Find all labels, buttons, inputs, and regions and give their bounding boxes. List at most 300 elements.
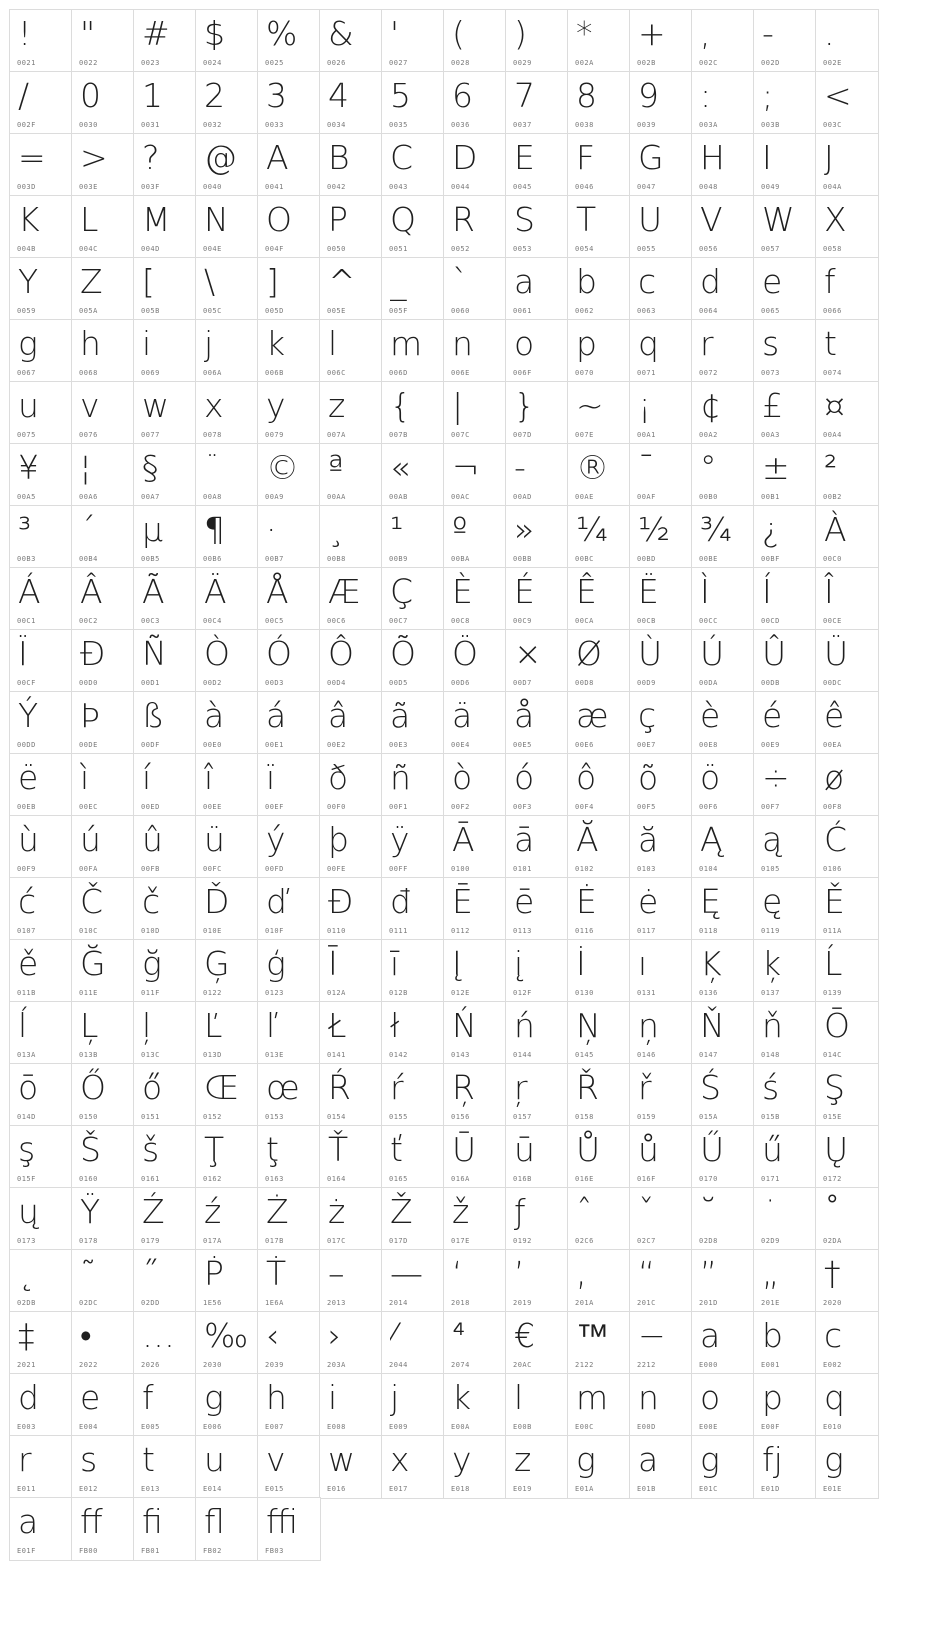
glyph-char: - bbox=[514, 448, 526, 487]
glyph-cell bbox=[443, 815, 507, 879]
glyph-cell bbox=[443, 9, 507, 73]
glyph-codepoint: 00A7 bbox=[141, 493, 160, 501]
glyph-codepoint: 0179 bbox=[141, 1237, 160, 1245]
glyph-cell bbox=[381, 1249, 445, 1313]
glyph-codepoint: 00E9 bbox=[761, 741, 780, 749]
glyph-cell bbox=[381, 629, 445, 693]
glyph-char: ˇ bbox=[638, 1192, 655, 1231]
glyph-char: ě bbox=[18, 944, 39, 983]
glyph-char: 8 bbox=[576, 76, 597, 115]
glyph-codepoint: 00EE bbox=[203, 803, 222, 811]
glyph-cell bbox=[9, 1435, 73, 1499]
glyph-char: É bbox=[514, 572, 535, 611]
glyph-codepoint: 00F9 bbox=[17, 865, 36, 873]
glyph-char: Ò bbox=[204, 634, 230, 673]
glyph-char: ź bbox=[204, 1192, 222, 1231]
glyph-codepoint: FB00 bbox=[79, 1547, 98, 1555]
glyph-cell bbox=[133, 381, 197, 445]
glyph-cell bbox=[567, 195, 631, 259]
glyph-char: b bbox=[762, 1316, 783, 1355]
glyph-char: z bbox=[514, 1440, 532, 1479]
glyph-codepoint: 00AF bbox=[637, 493, 656, 501]
glyph-char: ? bbox=[142, 138, 160, 177]
glyph-codepoint: 0112 bbox=[451, 927, 470, 935]
glyph-cell bbox=[629, 9, 693, 73]
glyph-codepoint: 0192 bbox=[513, 1237, 532, 1245]
glyph-cell bbox=[691, 71, 755, 135]
glyph-codepoint: 013E bbox=[265, 1051, 284, 1059]
glyph-cell bbox=[567, 753, 631, 817]
glyph-cell bbox=[753, 753, 817, 817]
glyph-codepoint: 1E56 bbox=[203, 1299, 222, 1307]
glyph-cell bbox=[815, 381, 879, 445]
glyph-codepoint: E007 bbox=[265, 1423, 284, 1431]
glyph-codepoint: 010E bbox=[203, 927, 222, 935]
glyph-cell bbox=[9, 319, 73, 383]
glyph-char: Ş bbox=[824, 1068, 845, 1107]
glyph-char: K bbox=[18, 200, 40, 239]
glyph-cell bbox=[257, 691, 321, 755]
glyph-cell bbox=[133, 815, 197, 879]
glyph-codepoint: 02C7 bbox=[637, 1237, 656, 1245]
glyph-char: Ů bbox=[576, 1130, 601, 1169]
glyph-char: Ö bbox=[452, 634, 478, 673]
glyph-char: 1 bbox=[142, 76, 163, 115]
glyph-char: - bbox=[762, 14, 774, 53]
glyph-codepoint: 0032 bbox=[203, 121, 222, 129]
glyph-cell bbox=[443, 877, 507, 941]
glyph-codepoint: 0061 bbox=[513, 307, 532, 315]
glyph-char: Ķ bbox=[700, 944, 722, 983]
glyph-char: Ź bbox=[142, 1192, 165, 1231]
glyph-char: r bbox=[18, 1440, 32, 1479]
glyph-codepoint: 002B bbox=[637, 59, 656, 67]
glyph-char: ˙ bbox=[762, 1192, 779, 1231]
glyph-codepoint: 0157 bbox=[513, 1113, 532, 1121]
glyph-cell bbox=[691, 939, 755, 1003]
glyph-cell bbox=[815, 257, 879, 321]
glyph-char: € bbox=[514, 1316, 535, 1355]
glyph-codepoint: 2030 bbox=[203, 1361, 222, 1369]
glyph-codepoint: 004E bbox=[203, 245, 222, 253]
glyph-cell bbox=[629, 505, 693, 569]
glyph-char: H bbox=[700, 138, 725, 177]
glyph-codepoint: 004F bbox=[265, 245, 284, 253]
glyph-cell bbox=[319, 877, 383, 941]
glyph-codepoint: 0171 bbox=[761, 1175, 780, 1183]
glyph-codepoint: 0160 bbox=[79, 1175, 98, 1183]
glyph-codepoint: 00AA bbox=[327, 493, 346, 501]
glyph-char: Ō bbox=[824, 1006, 850, 1045]
glyph-char: ¥ bbox=[18, 448, 39, 487]
glyph-codepoint: 00BB bbox=[513, 555, 532, 563]
glyph-codepoint: 00E5 bbox=[513, 741, 532, 749]
glyph-char: ª bbox=[328, 448, 344, 487]
glyph-codepoint: 00CB bbox=[637, 617, 656, 625]
glyph-cell bbox=[195, 877, 259, 941]
glyph-char: ¡ bbox=[638, 386, 652, 425]
glyph-char: î bbox=[204, 758, 214, 797]
glyph-cell bbox=[505, 629, 569, 693]
glyph-char: M bbox=[142, 200, 171, 239]
glyph-codepoint: 00CA bbox=[575, 617, 594, 625]
glyph-char: > bbox=[80, 138, 108, 177]
glyph-codepoint: E009 bbox=[389, 1423, 408, 1431]
glyph-cell bbox=[381, 939, 445, 1003]
glyph-cell bbox=[753, 1435, 817, 1499]
glyph-codepoint: 0067 bbox=[17, 369, 36, 377]
glyph-char: m bbox=[390, 324, 423, 363]
glyph-char: ¤ bbox=[824, 386, 845, 425]
glyph-char: g bbox=[18, 324, 38, 363]
glyph-char: Ű bbox=[700, 1130, 725, 1169]
glyph-cell bbox=[133, 71, 197, 135]
glyph-char: J bbox=[824, 138, 834, 177]
glyph-cell bbox=[381, 9, 445, 73]
glyph-char: ů bbox=[638, 1130, 659, 1169]
glyph-cell bbox=[691, 1187, 755, 1251]
glyph-char: Ý bbox=[18, 696, 39, 735]
glyph-cell bbox=[443, 443, 507, 507]
glyph-cell bbox=[9, 939, 73, 1003]
glyph-char: ģ bbox=[266, 944, 286, 983]
glyph-char: Ė bbox=[576, 882, 597, 921]
glyph-codepoint: 005A bbox=[79, 307, 98, 315]
glyph-codepoint: 00B7 bbox=[265, 555, 284, 563]
glyph-cell bbox=[443, 1063, 507, 1127]
glyph-codepoint: 0163 bbox=[265, 1175, 284, 1183]
glyph-codepoint: 011A bbox=[823, 927, 842, 935]
glyph-codepoint: E016 bbox=[327, 1485, 346, 1493]
glyph-codepoint: E00F bbox=[761, 1423, 780, 1431]
glyph-codepoint: 0119 bbox=[761, 927, 780, 935]
glyph-char: ﬂ bbox=[204, 1502, 225, 1541]
glyph-cell bbox=[815, 9, 879, 73]
glyph-codepoint: 00E3 bbox=[389, 741, 408, 749]
glyph-codepoint: 00B8 bbox=[327, 555, 346, 563]
glyph-codepoint: 0117 bbox=[637, 927, 656, 935]
glyph-char: ą bbox=[762, 820, 783, 859]
glyph-char: ˘ bbox=[700, 1192, 717, 1231]
glyph-cell bbox=[567, 319, 631, 383]
glyph-char: , bbox=[700, 14, 711, 53]
glyph-cell bbox=[133, 1249, 197, 1313]
glyph-char: ñ bbox=[390, 758, 411, 797]
glyph-cell bbox=[133, 505, 197, 569]
glyph-cell bbox=[9, 1373, 73, 1437]
glyph-cell bbox=[9, 753, 73, 817]
glyph-cell bbox=[257, 1497, 321, 1561]
glyph-char: ﬃ bbox=[266, 1502, 298, 1541]
glyph-cell bbox=[319, 753, 383, 817]
glyph-codepoint: 2013 bbox=[327, 1299, 346, 1307]
glyph-codepoint: 017E bbox=[451, 1237, 470, 1245]
glyph-char: Ĺ bbox=[824, 944, 843, 983]
glyph-char: 6 bbox=[452, 76, 473, 115]
glyph-codepoint: 00CD bbox=[761, 617, 780, 625]
glyph-codepoint: 014C bbox=[823, 1051, 842, 1059]
glyph-char: À bbox=[824, 510, 847, 549]
glyph-char: † bbox=[824, 1254, 841, 1293]
glyph-char: č bbox=[142, 882, 161, 921]
glyph-codepoint: 0107 bbox=[17, 927, 36, 935]
glyph-codepoint: 0053 bbox=[513, 245, 532, 253]
glyph-codepoint: 02D9 bbox=[761, 1237, 780, 1245]
glyph-char: Đ bbox=[328, 882, 354, 921]
glyph-codepoint: 0064 bbox=[699, 307, 718, 315]
glyph-char: Ų bbox=[824, 1130, 849, 1169]
glyph-codepoint: 012B bbox=[389, 989, 408, 997]
glyph-char: ž bbox=[452, 1192, 470, 1231]
glyph-codepoint: 00A8 bbox=[203, 493, 222, 501]
glyph-cell bbox=[71, 71, 135, 135]
glyph-codepoint: 00FB bbox=[141, 865, 160, 873]
glyph-cell bbox=[133, 9, 197, 73]
glyph-char: P bbox=[328, 200, 348, 239]
glyph-cell bbox=[381, 443, 445, 507]
glyph-codepoint: 017C bbox=[327, 1237, 346, 1245]
glyph-cell bbox=[443, 1187, 507, 1251]
glyph-char: c bbox=[824, 1316, 843, 1355]
glyph-codepoint: 010F bbox=[265, 927, 284, 935]
glyph-char: I bbox=[762, 138, 772, 177]
glyph-cell bbox=[319, 629, 383, 693]
glyph-cell bbox=[71, 133, 135, 197]
glyph-codepoint: 0147 bbox=[699, 1051, 718, 1059]
glyph-char: d bbox=[700, 262, 721, 301]
glyph-char: Ń bbox=[452, 1006, 477, 1045]
glyph-cell bbox=[753, 9, 817, 73]
glyph-codepoint: 0110 bbox=[327, 927, 346, 935]
glyph-char: © bbox=[266, 448, 299, 487]
glyph-cell bbox=[257, 1001, 321, 1065]
glyph-char: Ṗ bbox=[204, 1254, 224, 1293]
glyph-cell bbox=[195, 1249, 259, 1313]
glyph-cell bbox=[443, 1311, 507, 1375]
glyph-codepoint: 2018 bbox=[451, 1299, 470, 1307]
glyph-codepoint: 010C bbox=[79, 927, 98, 935]
glyph-codepoint: 0152 bbox=[203, 1113, 222, 1121]
glyph-codepoint: 0034 bbox=[327, 121, 346, 129]
glyph-char: ¯ bbox=[638, 448, 655, 487]
glyph-codepoint: E003 bbox=[17, 1423, 36, 1431]
glyph-codepoint: E00B bbox=[513, 1423, 532, 1431]
glyph-codepoint: 0076 bbox=[79, 431, 98, 439]
glyph-char: f bbox=[142, 1378, 154, 1417]
glyph-codepoint: 00F5 bbox=[637, 803, 656, 811]
glyph-cell bbox=[691, 443, 755, 507]
glyph-char: … bbox=[142, 1316, 175, 1355]
glyph-char: ¼ bbox=[576, 510, 608, 549]
glyph-codepoint: 00D9 bbox=[637, 679, 656, 687]
glyph-char: Š bbox=[80, 1130, 101, 1169]
glyph-char: ö bbox=[700, 758, 721, 797]
glyph-cell bbox=[257, 1249, 321, 1313]
glyph-codepoint: 00EC bbox=[79, 803, 98, 811]
glyph-char: j bbox=[390, 1378, 400, 1417]
glyph-char: ’ bbox=[514, 1254, 525, 1293]
glyph-cell bbox=[319, 1435, 383, 1499]
glyph-cell bbox=[629, 133, 693, 197]
glyph-char: Ù bbox=[638, 634, 663, 673]
glyph-codepoint: 0042 bbox=[327, 183, 346, 191]
glyph-char: S bbox=[514, 200, 535, 239]
glyph-cell bbox=[381, 195, 445, 259]
glyph-codepoint: 00A9 bbox=[265, 493, 284, 501]
glyph-codepoint: 0075 bbox=[17, 431, 36, 439]
glyph-codepoint: 013A bbox=[17, 1051, 36, 1059]
glyph-cell bbox=[381, 1435, 445, 1499]
glyph-cell bbox=[443, 1373, 507, 1437]
glyph-cell bbox=[257, 319, 321, 383]
glyph-codepoint: 002A bbox=[575, 59, 594, 67]
glyph-codepoint: 0102 bbox=[575, 865, 594, 873]
glyph-cell bbox=[319, 815, 383, 879]
glyph-char: ş bbox=[18, 1130, 36, 1169]
glyph-codepoint: E019 bbox=[513, 1485, 532, 1493]
glyph-cell bbox=[815, 1125, 879, 1189]
glyph-codepoint: 012F bbox=[513, 989, 532, 997]
glyph-codepoint: 0156 bbox=[451, 1113, 470, 1121]
glyph-codepoint: 00EF bbox=[265, 803, 284, 811]
glyph-char: õ bbox=[638, 758, 659, 797]
glyph-codepoint: 0137 bbox=[761, 989, 780, 997]
glyph-cell bbox=[753, 567, 817, 631]
glyph-codepoint: 0043 bbox=[389, 183, 408, 191]
glyph-char: c bbox=[638, 262, 657, 301]
glyph-cell bbox=[753, 1311, 817, 1375]
glyph-char: − bbox=[638, 1316, 666, 1355]
glyph-char: Ŕ bbox=[328, 1068, 351, 1107]
glyph-codepoint: 00BE bbox=[699, 555, 718, 563]
glyph-codepoint: FB01 bbox=[141, 1547, 160, 1555]
glyph-char: ô bbox=[576, 758, 597, 797]
glyph-cell bbox=[381, 691, 445, 755]
glyph-codepoint: 003A bbox=[699, 121, 718, 129]
glyph-cell bbox=[257, 9, 321, 73]
glyph-cell bbox=[381, 1373, 445, 1437]
glyph-cell bbox=[9, 505, 73, 569]
glyph-cell bbox=[505, 1063, 569, 1127]
glyph-char: a bbox=[514, 262, 535, 301]
glyph-codepoint: 004A bbox=[823, 183, 842, 191]
glyph-cell bbox=[381, 71, 445, 135]
glyph-char: Ą bbox=[700, 820, 723, 859]
glyph-codepoint: 006C bbox=[327, 369, 346, 377]
glyph-codepoint: 0026 bbox=[327, 59, 346, 67]
glyph-codepoint: 0028 bbox=[451, 59, 470, 67]
glyph-codepoint: 2039 bbox=[265, 1361, 284, 1369]
glyph-char: t bbox=[824, 324, 837, 363]
glyph-cell bbox=[567, 629, 631, 693]
glyph-cell bbox=[691, 1125, 755, 1189]
glyph-char: “ bbox=[638, 1254, 656, 1293]
glyph-codepoint: 0066 bbox=[823, 307, 842, 315]
glyph-cell bbox=[629, 1373, 693, 1437]
glyph-char: ‹ bbox=[266, 1316, 280, 1355]
glyph-cell bbox=[629, 1063, 693, 1127]
glyph-cell bbox=[381, 753, 445, 817]
glyph-cell bbox=[195, 1063, 259, 1127]
glyph-cell bbox=[257, 1373, 321, 1437]
glyph-cell bbox=[71, 443, 135, 507]
glyph-char: á bbox=[266, 696, 287, 735]
glyph-char: ™ bbox=[576, 1316, 609, 1355]
glyph-cell bbox=[195, 505, 259, 569]
glyph-codepoint: 002C bbox=[699, 59, 718, 67]
glyph-cell bbox=[753, 319, 817, 383]
glyph-char: Ä bbox=[204, 572, 227, 611]
glyph-codepoint: 0161 bbox=[141, 1175, 160, 1183]
glyph-char: ļ bbox=[142, 1006, 152, 1045]
glyph-cell bbox=[567, 939, 631, 1003]
glyph-cell bbox=[319, 9, 383, 73]
glyph-cell bbox=[9, 257, 73, 321]
glyph-char: n bbox=[638, 1378, 659, 1417]
glyph-codepoint: 016B bbox=[513, 1175, 532, 1183]
glyph-char: Í bbox=[762, 572, 772, 611]
glyph-codepoint: 003B bbox=[761, 121, 780, 129]
glyph-codepoint: 003E bbox=[79, 183, 98, 191]
glyph-codepoint: 0079 bbox=[265, 431, 284, 439]
glyph-cell bbox=[319, 1187, 383, 1251]
glyph-codepoint: 00F8 bbox=[823, 803, 842, 811]
glyph-char: 5 bbox=[390, 76, 411, 115]
glyph-codepoint: 00D0 bbox=[79, 679, 98, 687]
glyph-char: w bbox=[328, 1440, 355, 1479]
glyph-cell bbox=[381, 1125, 445, 1189]
glyph-codepoint: 0106 bbox=[823, 865, 842, 873]
glyph-cell bbox=[133, 567, 197, 631]
glyph-char: ® bbox=[576, 448, 609, 487]
glyph-cell bbox=[9, 195, 73, 259]
glyph-codepoint: 0136 bbox=[699, 989, 718, 997]
glyph-cell bbox=[257, 257, 321, 321]
glyph-cell bbox=[815, 1373, 879, 1437]
glyph-codepoint: 00B0 bbox=[699, 493, 718, 501]
glyph-cell bbox=[443, 381, 507, 445]
glyph-cell bbox=[319, 1249, 383, 1313]
glyph-char: é bbox=[762, 696, 783, 735]
glyph-codepoint: 0154 bbox=[327, 1113, 346, 1121]
glyph-codepoint: 00AE bbox=[575, 493, 594, 501]
glyph-cell bbox=[567, 133, 631, 197]
glyph-codepoint: 20AC bbox=[513, 1361, 532, 1369]
glyph-cell bbox=[815, 71, 879, 135]
glyph-codepoint: 0164 bbox=[327, 1175, 346, 1183]
glyph-cell bbox=[505, 505, 569, 569]
glyph-char: 9 bbox=[638, 76, 659, 115]
glyph-char: Æ bbox=[328, 572, 361, 611]
glyph-codepoint: 002D bbox=[761, 59, 780, 67]
glyph-char: Õ bbox=[390, 634, 416, 673]
glyph-char: ÿ bbox=[390, 820, 410, 859]
glyph-char: R bbox=[452, 200, 475, 239]
glyph-char: ¶ bbox=[204, 510, 225, 549]
glyph-char: — bbox=[390, 1254, 423, 1293]
glyph-codepoint: 0162 bbox=[203, 1175, 222, 1183]
glyph-char: n bbox=[452, 324, 473, 363]
glyph-char: ę bbox=[762, 882, 783, 921]
glyph-codepoint: FB03 bbox=[265, 1547, 284, 1555]
glyph-cell bbox=[815, 877, 879, 941]
glyph-char: Ņ bbox=[576, 1006, 601, 1045]
glyph-cell bbox=[691, 9, 755, 73]
glyph-codepoint: 003C bbox=[823, 121, 842, 129]
glyph-char: L bbox=[80, 200, 99, 239]
glyph-cell bbox=[815, 133, 879, 197]
glyph-codepoint: 0041 bbox=[265, 183, 284, 191]
